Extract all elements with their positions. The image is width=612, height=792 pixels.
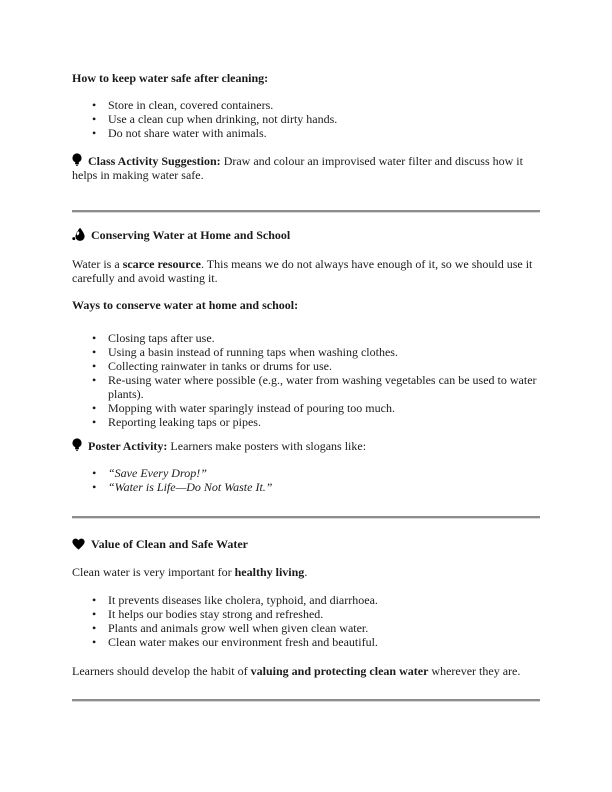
class-activity-suggestion xyxy=(72,153,540,182)
conserve-ways-subheading: Ways to conserve water at home and school: xyxy=(72,298,299,312)
value-bullet-list xyxy=(72,593,540,649)
list-item: • Collecting rainwater in tanks or drums for use. xyxy=(72,359,540,373)
conserving-heading xyxy=(72,227,540,242)
intro-text: Water is a xyxy=(72,257,123,271)
conserve-bullet-list xyxy=(72,331,540,429)
list-item: • It helps our bodies stay strong and refreshed. xyxy=(72,607,540,621)
list-item: • Re-using water where possible (e.g., water from washing vegetables can be used to water plants). xyxy=(72,373,540,401)
poster-label: Poster Activity: xyxy=(88,439,168,453)
closing-text: Learners should develop the habit of xyxy=(72,664,251,678)
intro-text: . xyxy=(304,565,308,579)
list-item: • Store in clean, covered containers. xyxy=(72,98,540,112)
poster-activity xyxy=(72,438,540,453)
list-item: • Do not share water with animals. xyxy=(72,126,540,140)
list-item: • Plants and animals grow well when given clean water. xyxy=(72,621,540,635)
section-divider xyxy=(72,516,540,518)
conserving-heading-text: Conserving Water at Home and School xyxy=(91,228,291,242)
list-item: • Mopping with water sparingly instead of pouring too much. xyxy=(72,401,540,415)
list-item: • “Save Every Drop!” xyxy=(72,466,540,480)
value-heading xyxy=(72,537,540,551)
list-item: • Using a basin instead of running taps when washing clothes. xyxy=(72,345,540,359)
list-item: • Clean water makes our environment fresh and beautiful. xyxy=(72,635,540,649)
safe-water-bullet-list xyxy=(72,98,540,140)
list-item: • “Water is Life—Do Not Waste It.” xyxy=(72,480,540,494)
list-item: • Reporting leaking taps or pipes. xyxy=(72,415,540,429)
value-heading-text: Value of Clean and Safe Water xyxy=(91,537,249,551)
closing-statement xyxy=(72,664,540,678)
intro-bold-text: scarce resource xyxy=(122,257,201,271)
closing-bold-text: valuing and protecting clean water xyxy=(250,664,429,678)
activity-label: Class Activity Suggestion: xyxy=(88,154,221,168)
intro-text: Clean water is very important for xyxy=(72,565,235,579)
activity-text: Draw and colour an improvised water filter and discuss how it helps in making water safe. xyxy=(72,154,523,182)
closing-text: wherever they are. xyxy=(428,664,521,678)
intro-text: . This means we do not always have enough of it, so we should use it carefully and avoid wasting it. xyxy=(72,257,533,285)
value-intro xyxy=(72,565,540,579)
lightbulb-icon xyxy=(72,153,82,167)
droplet-icon xyxy=(72,227,85,241)
list-item: • It prevents diseases like cholera, typhoid, and diarrhoea. xyxy=(72,593,540,607)
section-divider xyxy=(72,210,540,212)
lightbulb-icon xyxy=(72,438,82,452)
conserving-intro xyxy=(72,257,540,285)
list-item: • Use a clean cup when drinking, not dirty hands. xyxy=(72,112,540,126)
slogan-list xyxy=(72,466,540,494)
intro-bold-text: healthy living xyxy=(234,565,305,579)
poster-text: Learners make posters with slogans like: xyxy=(167,439,367,453)
heart-icon xyxy=(72,538,85,550)
section-divider xyxy=(72,699,540,701)
safe-water-heading: How to keep water safe after cleaning: xyxy=(72,71,269,85)
list-item: • Closing taps after use. xyxy=(72,331,540,345)
